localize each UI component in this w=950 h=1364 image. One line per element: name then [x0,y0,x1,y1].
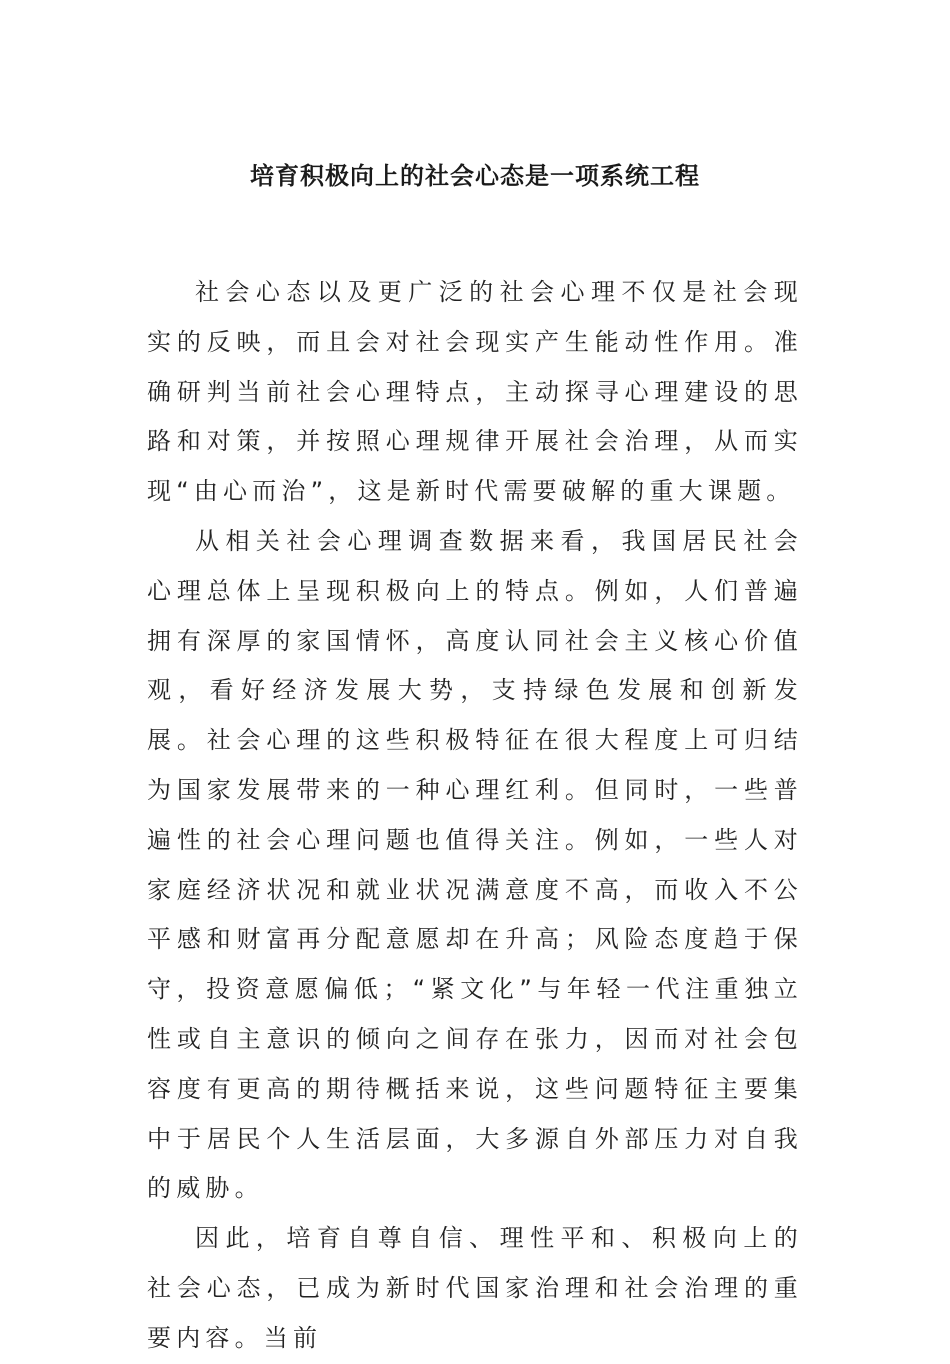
paragraph-2: 从相关社会心理调查数据来看，我国居民社会心理总体上呈现积极向上的特点。例如，人们普遍拥有深厚的家国情怀，高度认同社会主义核心价值观，看好经济发展大势，支持绿色发展和创新发展。社会心理的这些积极特征在很大程度上可归结为国家发展带来的一种心理红利。但同时，一些普遍性的社会心理问题也值得关注。例如，一些人对家庭经济状况和就业状况满意度不高，而收入不公平感和财富再分配意愿却在升高；风险态度趋于保守，投资意愿偏低；“紧文化”与年轻一代注重独立性或自主意识的倾向之间存在张力，因而对社会包容度有更高的期待概括来说，这些问题特征主要集中于居民个人生活层面，大多源自外部压力对自我的威胁。 [147,526,803,1203]
paragraph-3: 因此，培育自尊自信、理性平和、积极向上的社会心态，已成为新时代国家治理和社会治理的重要内容。当前 [147,1224,803,1352]
paragraph-1: 社会心态以及更广泛的社会心理不仅是社会现实的反映，而且会对社会现实产生能动性作用。准确研判当前社会心理特点，主动探寻心理建设的思路和对策，并按照心理规律开展社会治理，从而实现“由心而治”，这是新时代需要破解的重大课题。 [147,278,803,506]
document-body [147,268,803,1364]
document-title: 培育积极向上的社会心态是一项系统工程 [250,161,700,190]
